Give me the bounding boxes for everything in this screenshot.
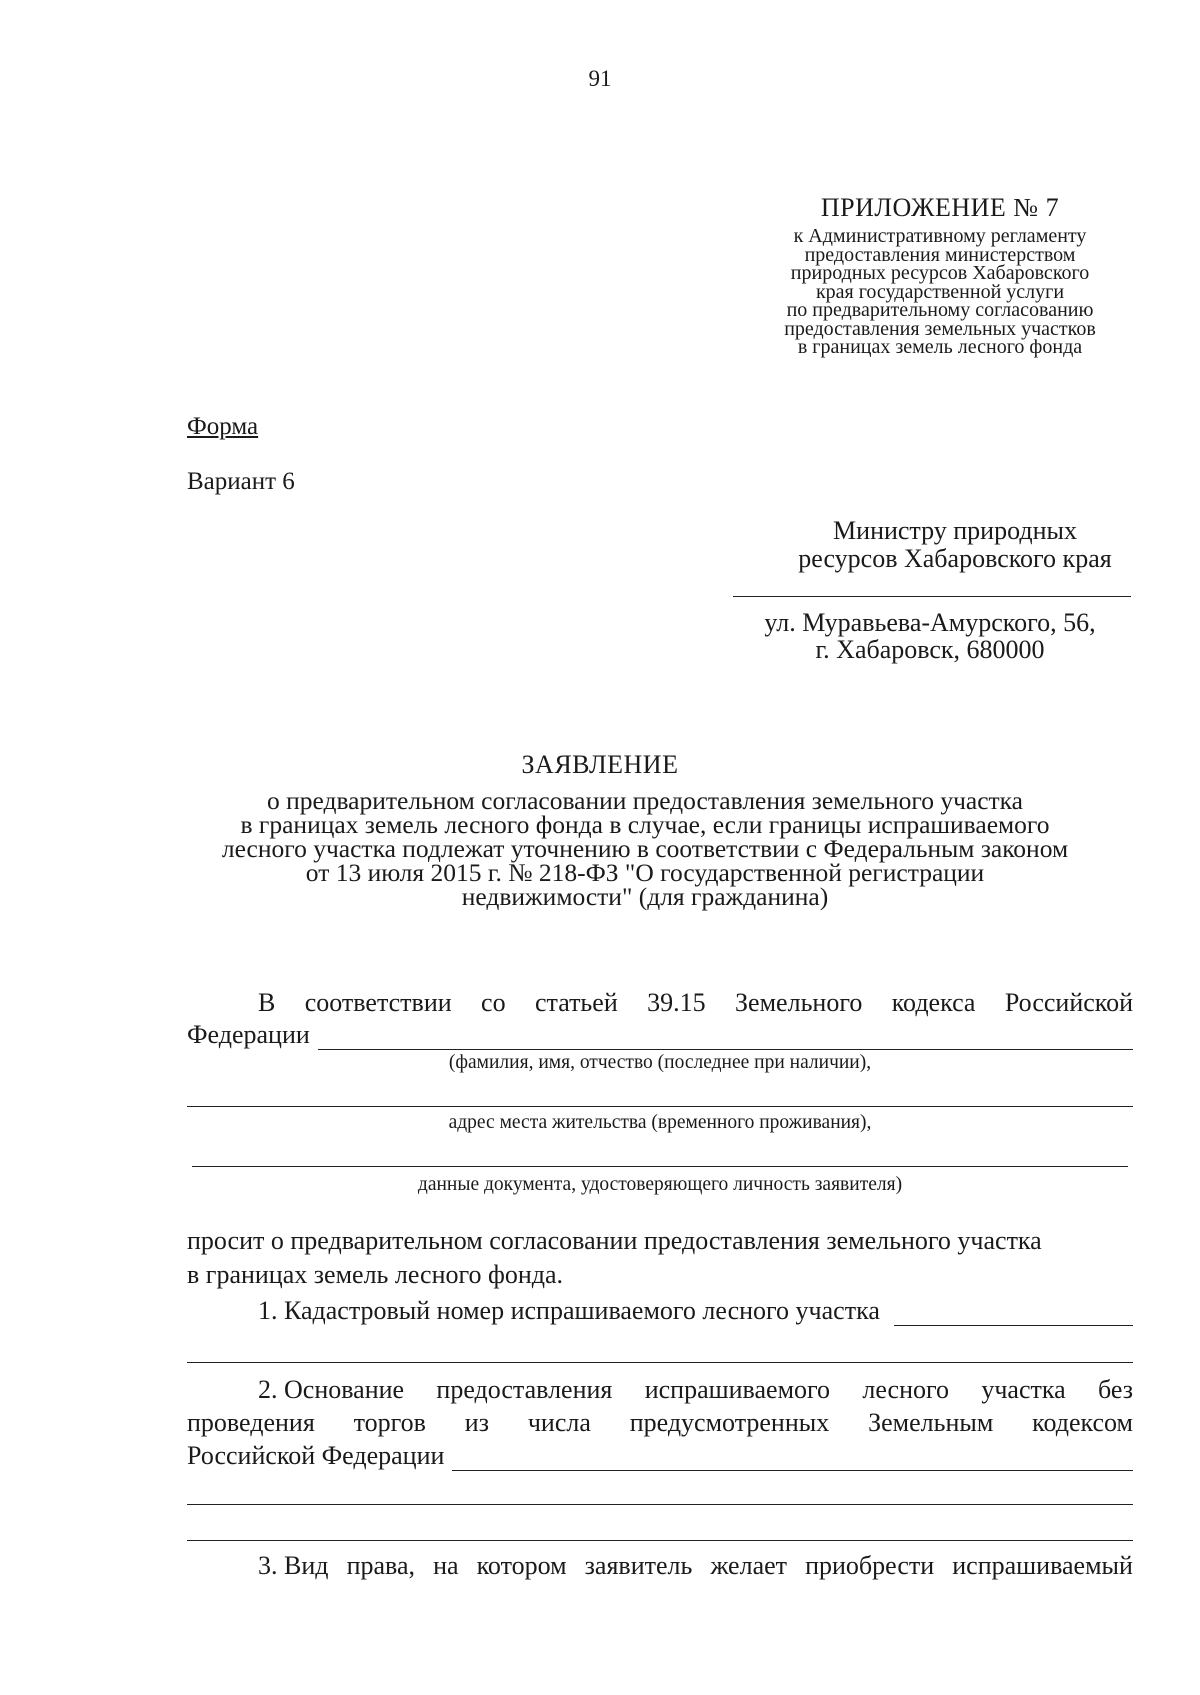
basis-field-continued[interactable] [187,1540,1133,1541]
addressee-address [730,609,1130,663]
word: Земельного [735,988,863,1017]
word: испрашиваемого [644,1375,831,1404]
word: на [433,1551,459,1580]
caption-address: адрес места жительства (временного проживания), [448,1112,872,1133]
appendix-reference [720,227,1160,357]
word: предоставления [436,1375,613,1404]
subtitle-line: о предварительном согласовании предоставления земельного участка [266,786,1023,815]
caption-name: (фамилия, имя, отчество (последнее при наличии), [448,1052,872,1073]
cadastral-number-field[interactable] [894,1303,1133,1326]
cadastral-number-field-continued[interactable] [187,1362,1133,1363]
applicant-name-field[interactable] [318,1027,1133,1050]
appendix-line: предоставления министерством [804,243,1076,266]
word: торгов [353,1408,426,1437]
federation-label: Федерации [187,1020,310,1049]
word: котором [476,1551,567,1580]
item-2-basis-row [187,1441,1133,1471]
word: испрашиваемый [952,1551,1133,1580]
item-1-label: 1. Кадастровый номер испрашиваемого лесного участка [258,1296,880,1325]
word: предусмотренных [629,1408,830,1437]
word: со [481,988,506,1017]
word: участка [981,1375,1066,1404]
item-1-row [258,1296,1133,1326]
form-label: Форма [187,413,259,440]
appendix-title: ПРИЛОЖЕНИЕ № 7 [820,193,1060,222]
appendix-line: края государственной услуги [815,280,1065,303]
item-3-line [258,1551,1133,1581]
addressee-underline [733,596,1131,597]
word: 3. Вид [258,1551,329,1580]
word: 2. Основание [258,1375,405,1404]
statement-title: ЗАЯВЛЕНИЕ [521,750,679,779]
word: без [1097,1375,1133,1404]
appendix-line: в границах земель лесного фонда [797,336,1083,358]
statement-subtitle [150,786,1140,911]
applicant-name-row [187,1020,1133,1050]
appendix-line: к Административному регламенту [793,225,1087,247]
addressee-line: ресурсов Хабаровского края [798,544,1112,573]
word: Земельным [868,1408,994,1437]
word: желает [710,1551,788,1580]
word: кодекса [891,988,976,1017]
word: кодексом [1032,1408,1133,1437]
word: числа [527,1408,591,1437]
word: заявитель [584,1551,693,1580]
word: статьей [534,988,618,1017]
variant-label: Вариант 6 [187,468,295,495]
subtitle-line: от 13 июля 2015 г. № 218-ФЗ "О государственной регистрации [305,858,985,887]
word: В [258,988,276,1017]
word: соответствии [304,988,452,1017]
word: проведения [187,1408,315,1437]
caption-document: данные документа, удостоверяющего личность заявителя) [417,1174,903,1195]
word: 39.15 [647,988,706,1017]
word: из [464,1408,489,1437]
appendix-line: предоставления земельных участков [784,317,1096,340]
intro-line [258,988,1133,1018]
basis-field-continued[interactable] [187,1504,1133,1505]
applicant-document-field[interactable] [192,1166,1128,1167]
subtitle-line: недвижимости" (для гражданина) [461,882,829,911]
address-line: ул. Муравьева-Амурского, 56, [764,608,1096,637]
appendix-line: по предварительному согласованию [786,299,1094,321]
subtitle-line: в границах земель лесного фонда в случае, если границы испрашиваемого [240,810,1050,839]
address-line: г. Хабаровск, 680000 [815,635,1045,664]
item-2-line [187,1408,1133,1438]
page-number: 91 [588,66,612,91]
addressee-block [730,517,1180,573]
request-line: просит о предварительном согласовании предоставления земельного участка [187,1226,1042,1255]
item-2-label: Российской Федерации [187,1441,445,1470]
basis-field[interactable] [452,1448,1133,1471]
request-line: в границах земель лесного фонда. [187,1260,564,1289]
addressee-line: Министру природных [833,516,1077,545]
appendix-line: природных ресурсов Хабаровского [790,262,1090,284]
word: Российской [1004,988,1133,1017]
subtitle-line: лесного участка подлежат уточнению в соответствии с Федеральным законом [221,834,1069,863]
item-2-line [258,1375,1133,1405]
word: приобрести [805,1551,935,1580]
word: лесного [862,1375,950,1404]
applicant-address-field[interactable] [187,1106,1133,1107]
word: права, [346,1551,415,1580]
